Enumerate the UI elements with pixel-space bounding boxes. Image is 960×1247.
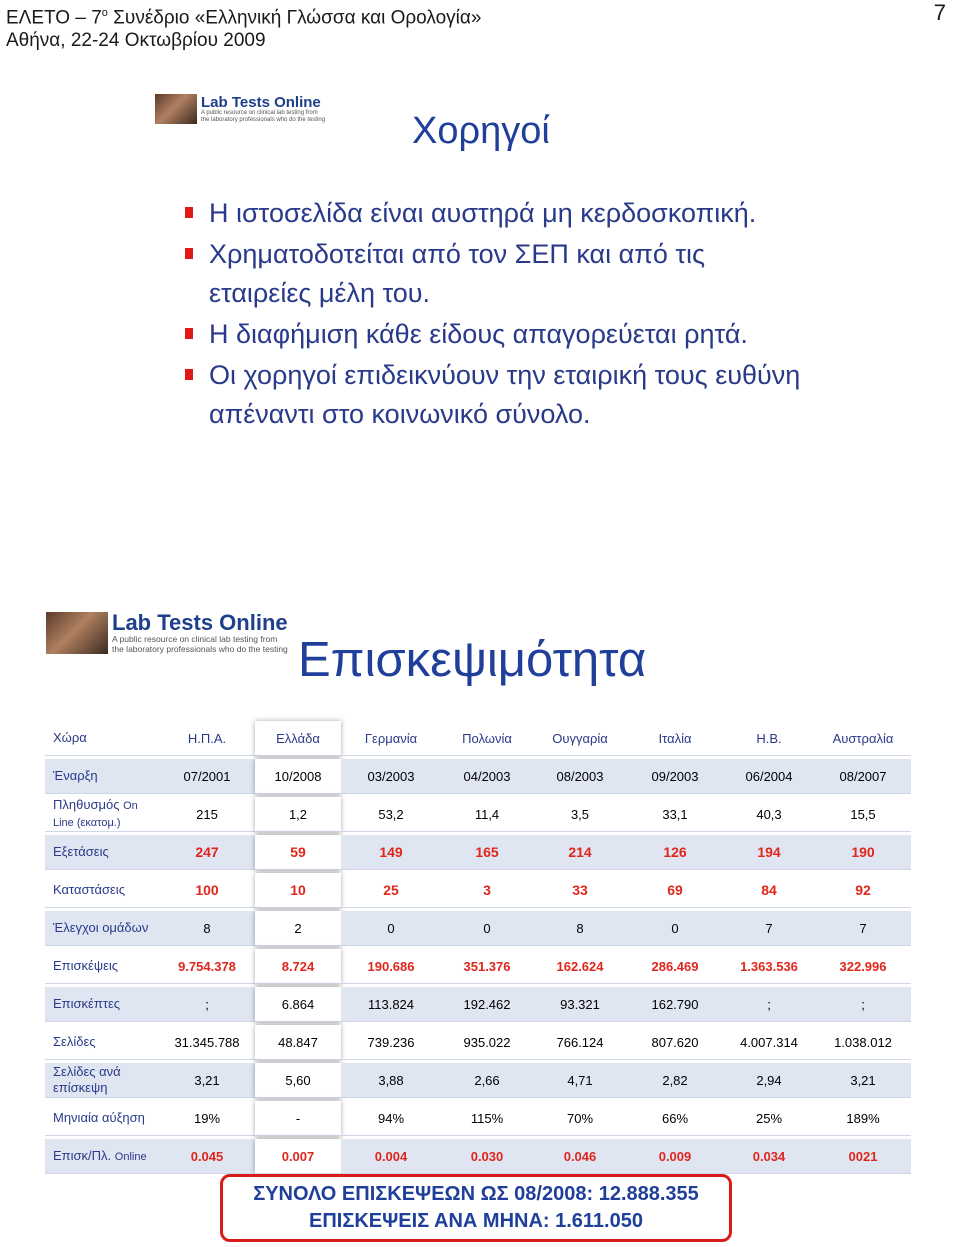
table-cell: 0 bbox=[441, 911, 533, 946]
table-cell: 3,21 bbox=[815, 1063, 911, 1098]
table-cell: 9.754.378 bbox=[159, 949, 255, 984]
table-row bbox=[45, 1101, 911, 1136]
table-row bbox=[45, 873, 911, 908]
table-cell: 08/2007 bbox=[815, 759, 911, 794]
bullet-item: Η διαφήμιση κάθε είδους απαγορεύεται ρητά. bbox=[185, 315, 805, 354]
visibility-stats-table bbox=[45, 718, 911, 1177]
bullet-item: Η ιστοσελίδα είναι αυστηρά μη κερδοσκοπική. bbox=[185, 194, 805, 233]
table-cell: 115% bbox=[441, 1101, 533, 1136]
table-row bbox=[45, 1139, 911, 1174]
logo-brand: Lab Tests Online bbox=[112, 610, 288, 635]
conference-date: Αθήνα, 22-24 Οκτωβρίου 2009 bbox=[6, 30, 266, 52]
sponsors-title: Χορηγοί bbox=[412, 110, 550, 152]
table-cell: 126 bbox=[627, 835, 723, 870]
table-cell: 70% bbox=[533, 1101, 627, 1136]
table-cell: 0.007 bbox=[255, 1139, 341, 1174]
bullet-square-icon bbox=[185, 248, 193, 259]
row-label bbox=[45, 987, 159, 1022]
table-cell: 162.790 bbox=[627, 987, 723, 1022]
table-cell: 189% bbox=[815, 1101, 911, 1136]
row-label-text: Πληθυσμός bbox=[53, 797, 124, 812]
table-cell: 07/2001 bbox=[159, 759, 255, 794]
table-cell: 807.620 bbox=[627, 1025, 723, 1060]
table-cell: 1,2 bbox=[255, 797, 341, 832]
table-cell: 149 bbox=[341, 835, 441, 870]
table-cell: 1.038.012 bbox=[815, 1025, 911, 1060]
table-cell: 66% bbox=[627, 1101, 723, 1136]
table-cell: 0.009 bbox=[627, 1139, 723, 1174]
table-cell: 3,5 bbox=[533, 797, 627, 832]
column-header-country-name: Η.Β. bbox=[723, 721, 815, 756]
table-cell: 286.469 bbox=[627, 949, 723, 984]
table-cell: 11,4 bbox=[441, 797, 533, 832]
table-cell: 214 bbox=[533, 835, 627, 870]
visibility-title: Επισκεψιμότητα bbox=[298, 633, 647, 687]
table-cell: 2 bbox=[255, 911, 341, 946]
table-cell: 165 bbox=[441, 835, 533, 870]
table-cell: 194 bbox=[723, 835, 815, 870]
table-cell: 10/2008 bbox=[255, 759, 341, 794]
table-cell: 2,82 bbox=[627, 1063, 723, 1098]
column-header-country-name: Ελλάδα bbox=[255, 721, 341, 756]
table-cell: 93.321 bbox=[533, 987, 627, 1022]
page-number: 7 bbox=[933, 0, 946, 25]
row-label bbox=[45, 797, 159, 832]
table-header-row bbox=[45, 721, 911, 756]
table-cell: 31.345.788 bbox=[159, 1025, 255, 1060]
table-cell: 2,66 bbox=[441, 1063, 533, 1098]
logo-tagline-1: A public resource on clinical lab testing from bbox=[201, 109, 318, 116]
table-cell: 33,1 bbox=[627, 797, 723, 832]
table-cell: 739.236 bbox=[341, 1025, 441, 1060]
column-header-country: Χώρα bbox=[45, 721, 159, 756]
table-cell: 33 bbox=[533, 873, 627, 908]
table-cell: 113.824 bbox=[341, 987, 441, 1022]
table-cell: 0.046 bbox=[533, 1139, 627, 1174]
table-cell: 192.462 bbox=[441, 987, 533, 1022]
table-cell: 4.007.314 bbox=[723, 1025, 815, 1060]
table-cell: 162.624 bbox=[533, 949, 627, 984]
logo-brand: Lab Tests Online bbox=[201, 93, 321, 111]
table-cell: 15,5 bbox=[815, 797, 911, 832]
lab-tests-online-logo bbox=[46, 612, 288, 654]
table-cell: 5,60 bbox=[255, 1063, 341, 1098]
table-cell: 0021 bbox=[815, 1139, 911, 1174]
row-label-text: Καταστάσεις bbox=[53, 882, 125, 897]
table-cell: ; bbox=[159, 987, 255, 1022]
bullet-square-icon bbox=[185, 328, 193, 339]
table-row bbox=[45, 1025, 911, 1060]
table-row bbox=[45, 797, 911, 832]
table-cell: 766.124 bbox=[533, 1025, 627, 1060]
table-cell: 10 bbox=[255, 873, 341, 908]
row-label bbox=[45, 873, 159, 908]
table-cell: 04/2003 bbox=[441, 759, 533, 794]
table-cell: 8 bbox=[159, 911, 255, 946]
table-cell: 0.034 bbox=[723, 1139, 815, 1174]
table-cell: 06/2004 bbox=[723, 759, 815, 794]
table-row bbox=[45, 759, 911, 794]
column-header-country-name: Ουγγαρία bbox=[533, 721, 627, 756]
bullet-item: Οι χορηγοί επιδεικνύουν την εταιρική τους ευθύνη απέναντι στο κοινωνικό σύνολο. bbox=[185, 356, 805, 434]
table-cell: 3 bbox=[441, 873, 533, 908]
slide-header bbox=[6, 2, 481, 52]
table-cell: 7 bbox=[723, 911, 815, 946]
column-header-country-name: Αυστραλία bbox=[815, 721, 911, 756]
row-label-small: Online bbox=[114, 1150, 147, 1163]
row-label-text: Σελίδες bbox=[53, 1034, 96, 1049]
table-cell: 3,88 bbox=[341, 1063, 441, 1098]
summary-monthly-visits: ΕΠΙΣΚΕΨΕΙΣ ΑΝΑ ΜΗΝΑ: 1.611.050 bbox=[309, 1210, 643, 1232]
row-label bbox=[45, 1101, 159, 1136]
row-label-text: Έλεγχοι ομάδων bbox=[53, 920, 149, 935]
column-header-country-name: Πολωνία bbox=[441, 721, 533, 756]
row-label bbox=[45, 835, 159, 870]
table-cell: 08/2003 bbox=[533, 759, 627, 794]
table-cell: 322.996 bbox=[815, 949, 911, 984]
table-cell: 0.004 bbox=[341, 1139, 441, 1174]
conference-title: ΕΛΕΤΟ – $7^o$ Συνέδριο «Ελληνική Γλώσσα και Ορολογία» bbox=[6, 7, 482, 29]
table-cell: 190.686 bbox=[341, 949, 441, 984]
logo-tagline-2: the laboratory professionals who do the testing bbox=[112, 644, 288, 654]
table-cell: 8 bbox=[533, 911, 627, 946]
table-cell: 2,94 bbox=[723, 1063, 815, 1098]
row-label-text: Σελίδες ανά επίσκεψη bbox=[53, 1064, 121, 1095]
table-row bbox=[45, 1063, 911, 1098]
visits-summary-box bbox=[220, 1174, 732, 1242]
table-cell: 94% bbox=[341, 1101, 441, 1136]
table-cell: 84 bbox=[723, 873, 815, 908]
table-cell: 92 bbox=[815, 873, 911, 908]
bullet-square-icon bbox=[185, 207, 193, 218]
row-label-text: Επισκέπτες bbox=[53, 996, 121, 1011]
table-cell: 935.022 bbox=[441, 1025, 533, 1060]
logo-photo-icon bbox=[155, 94, 197, 124]
table-cell: 48.847 bbox=[255, 1025, 341, 1060]
table-cell: 53,2 bbox=[341, 797, 441, 832]
table-cell: 6.864 bbox=[255, 987, 341, 1022]
table-cell: 8.724 bbox=[255, 949, 341, 984]
table-cell: 4,71 bbox=[533, 1063, 627, 1098]
table-cell: 3,21 bbox=[159, 1063, 255, 1098]
table-cell: 1.363.536 bbox=[723, 949, 815, 984]
table-cell: 247 bbox=[159, 835, 255, 870]
table-cell: 19% bbox=[159, 1101, 255, 1136]
table-cell: 25 bbox=[341, 873, 441, 908]
table-cell: 0 bbox=[627, 911, 723, 946]
row-label-small: On Line (εκατομ.) bbox=[53, 800, 138, 829]
table-cell: ; bbox=[815, 987, 911, 1022]
table-row bbox=[45, 987, 911, 1022]
table-cell: 09/2003 bbox=[627, 759, 723, 794]
column-header-country-name: Γερμανία bbox=[341, 721, 441, 756]
row-label-text: Επισκέψεις bbox=[53, 958, 119, 973]
logo-photo-icon bbox=[46, 612, 108, 654]
row-label-text: Επισκ/Πλ. bbox=[53, 1147, 115, 1163]
row-label bbox=[45, 1139, 159, 1174]
table-row bbox=[45, 835, 911, 870]
row-label bbox=[45, 911, 159, 946]
table-cell: 7 bbox=[815, 911, 911, 946]
table-cell: 0 bbox=[341, 911, 441, 946]
logo-tagline-2: the laboratory professionals who do the testing bbox=[201, 116, 326, 123]
table-cell: 215 bbox=[159, 797, 255, 832]
bullet-square-icon bbox=[185, 369, 193, 380]
row-label bbox=[45, 759, 159, 794]
table-cell: - bbox=[255, 1101, 341, 1136]
lab-tests-online-logo bbox=[155, 94, 325, 124]
table-cell: 69 bbox=[627, 873, 723, 908]
table-cell: 59 bbox=[255, 835, 341, 870]
table-cell: 190 bbox=[815, 835, 911, 870]
column-header-country-name: Ιταλία bbox=[627, 721, 723, 756]
table-cell: 100 bbox=[159, 873, 255, 908]
column-header-country-name: Η.Π.Α. bbox=[159, 721, 255, 756]
table-cell: 0.045 bbox=[159, 1139, 255, 1174]
logo-tagline-1: A public resource on clinical lab testing from bbox=[112, 634, 278, 644]
row-label-text: Μηνιαία αύξηση bbox=[53, 1110, 145, 1125]
table-cell: 0.030 bbox=[441, 1139, 533, 1174]
table-row bbox=[45, 949, 911, 984]
table-cell: 03/2003 bbox=[341, 759, 441, 794]
row-label bbox=[45, 1063, 159, 1098]
summary-total-visits: ΣΥΝΟΛΟ ΕΠΙΣΚΕΨΕΩΝ ΩΣ 08/2008: 12.888.355 bbox=[253, 1183, 699, 1205]
bullet-item: Χρηματοδοτείται από τον ΣΕΠ και από τις εταιρείες μέλη του. bbox=[185, 235, 805, 313]
row-label-text: Εξετάσεις bbox=[53, 844, 109, 859]
row-label bbox=[45, 949, 159, 984]
table-cell: ; bbox=[723, 987, 815, 1022]
table-cell: 40,3 bbox=[723, 797, 815, 832]
sponsors-bullet-list bbox=[185, 194, 805, 436]
table-cell: 351.376 bbox=[441, 949, 533, 984]
row-label bbox=[45, 1025, 159, 1060]
table-row bbox=[45, 911, 911, 946]
table-cell: 25% bbox=[723, 1101, 815, 1136]
row-label-text: Έναρξη bbox=[53, 768, 98, 783]
